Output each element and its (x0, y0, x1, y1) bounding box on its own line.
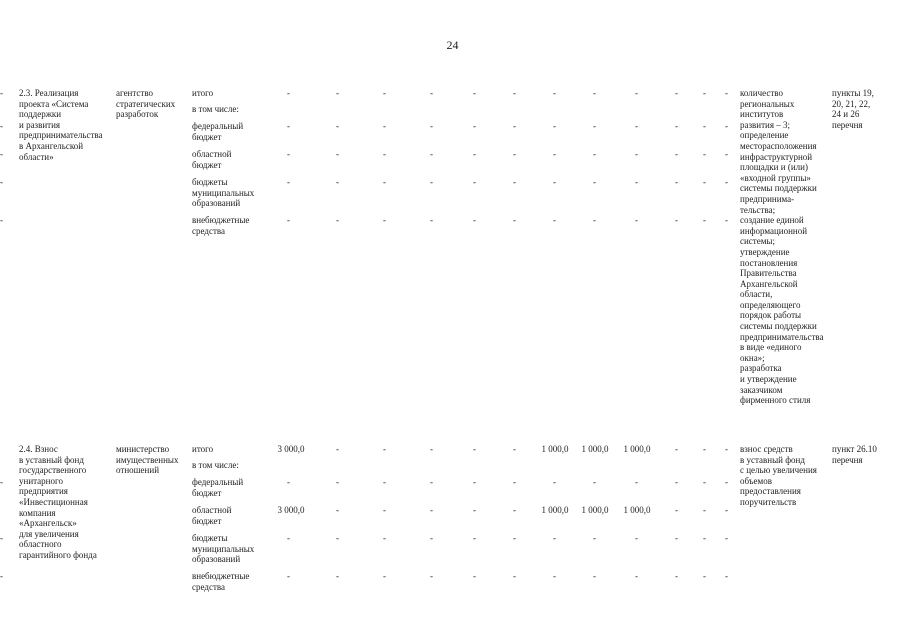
amount-dash: - (553, 177, 556, 187)
amount-dash: - (473, 533, 476, 543)
responsible-executor: министерство имущественных отношений (116, 444, 179, 476)
amount-dash: - (635, 533, 638, 543)
amount-dash: - (383, 215, 386, 225)
expected-result: количество региональных институтов развития – 3; определение месторасположения инфраструктурной площадки и (или) «входной группы» системы поддержки предпринима- тельства; создание единой информационной системы; утверждение постановления Правительства Архангельской области, определяющего порядок работы системы поддержки предпринимательства в виде «единого окна»; разработка и утверждение заказчиком фирменного стиля (740, 88, 824, 406)
amount-dash: - (703, 121, 706, 131)
amount-dash: - (473, 477, 476, 487)
funding-source: областной бюджет (192, 505, 232, 526)
funding-source: итого (192, 88, 214, 98)
amount-dash: - (703, 444, 706, 454)
amount-dash: - (383, 149, 386, 159)
amount-dash: - (675, 444, 678, 454)
amount-dash: - (725, 505, 728, 515)
amount-dash: - (473, 505, 476, 515)
amount-dash: - (430, 444, 433, 454)
amount-dash: - (703, 177, 706, 187)
amount-dash: - (0, 571, 3, 581)
amount-dash: - (513, 505, 516, 515)
amount-dash: - (430, 149, 433, 159)
amount-dash: - (336, 88, 339, 98)
amount-dash: - (725, 533, 728, 543)
amount-dash: - (0, 477, 3, 487)
amount-dash: - (593, 533, 596, 543)
amount-dash: - (383, 533, 386, 543)
amount-dash: - (336, 177, 339, 187)
amount-dash: - (675, 505, 678, 515)
amount-dash: - (725, 88, 728, 98)
amount-dash: - (725, 149, 728, 159)
amount-dash: - (725, 215, 728, 225)
amount-dash: - (675, 215, 678, 225)
amount-dash: - (675, 121, 678, 131)
amount-dash: - (635, 121, 638, 131)
amount-dash: - (0, 215, 3, 225)
amount-dash: - (675, 177, 678, 187)
amount-dash: - (553, 533, 556, 543)
amount-dash: - (553, 215, 556, 225)
amount-dash: - (287, 477, 290, 487)
amount-dash: - (336, 149, 339, 159)
amount-dash: - (553, 121, 556, 131)
amount-dash: - (473, 215, 476, 225)
amount-dash: - (336, 571, 339, 581)
funding-source: в том числе: (192, 104, 239, 114)
amount-dash: - (635, 149, 638, 159)
amount-dash: - (430, 88, 433, 98)
amount-value: 1 000,0 (581, 505, 609, 515)
amount-dash: - (430, 121, 433, 131)
amount-dash: - (430, 477, 433, 487)
amount-dash: - (513, 121, 516, 131)
funding-source: внебюджетные средства (192, 571, 250, 592)
amount-value: 3 000,0 (277, 505, 305, 515)
amount-dash: - (430, 177, 433, 187)
amount-dash: - (675, 533, 678, 543)
amount-dash: - (383, 177, 386, 187)
amount-dash: - (473, 149, 476, 159)
amount-dash: - (593, 149, 596, 159)
amount-dash: - (553, 477, 556, 487)
amount-dash: - (513, 149, 516, 159)
measure-name: 2.3. Реализация проекта «Система поддержки и развития предпринимательства в Архангельской области» (19, 88, 103, 162)
funding-source: федеральный бюджет (192, 477, 244, 498)
funding-source: федеральный бюджет (192, 121, 244, 142)
amount-value: 1 000,0 (623, 505, 651, 515)
amount-dash: - (473, 444, 476, 454)
amount-dash: - (473, 571, 476, 581)
amount-dash: - (0, 121, 3, 131)
amount-dash: - (0, 177, 3, 187)
amount-dash: - (635, 88, 638, 98)
amount-dash: - (513, 477, 516, 487)
amount-dash: - (287, 571, 290, 581)
amount-dash: - (336, 444, 339, 454)
amount-dash: - (430, 505, 433, 515)
amount-dash: - (703, 505, 706, 515)
amount-dash: - (593, 571, 596, 581)
amount-dash: - (725, 444, 728, 454)
amount-dash: - (287, 88, 290, 98)
funding-source: областной бюджет (192, 149, 232, 170)
amount-dash: - (593, 215, 596, 225)
amount-dash: - (0, 88, 3, 98)
funding-source: внебюджетные средства (192, 215, 250, 236)
funding-source: бюджеты муниципальных образований (192, 177, 255, 209)
amount-dash: - (675, 149, 678, 159)
amount-dash: - (430, 571, 433, 581)
amount-dash: - (513, 177, 516, 187)
amount-dash: - (675, 88, 678, 98)
amount-dash: - (593, 121, 596, 131)
amount-dash: - (383, 444, 386, 454)
amount-dash: - (287, 121, 290, 131)
amount-dash: - (703, 215, 706, 225)
amount-dash: - (513, 533, 516, 543)
amount-dash: - (553, 571, 556, 581)
amount-dash: - (513, 571, 516, 581)
amount-dash: - (703, 88, 706, 98)
amount-dash: - (725, 121, 728, 131)
amount-dash: - (336, 121, 339, 131)
amount-dash: - (336, 505, 339, 515)
funding-source: в том числе: (192, 460, 239, 470)
page-number: 24 (446, 38, 459, 52)
amount-dash: - (725, 177, 728, 187)
amount-dash: - (336, 215, 339, 225)
amount-value: 1 000,0 (541, 444, 569, 454)
amount-dash: - (675, 571, 678, 581)
amount-dash: - (336, 533, 339, 543)
amount-dash: - (725, 477, 728, 487)
amount-dash: - (513, 88, 516, 98)
amount-value: 1 000,0 (581, 444, 609, 454)
amount-dash: - (703, 533, 706, 543)
amount-dash: - (675, 477, 678, 487)
amount-dash: - (635, 477, 638, 487)
list-reference: пункты 19, 20, 21, 22, 24 и 26 перечня (832, 88, 874, 130)
amount-dash: - (383, 477, 386, 487)
amount-dash: - (553, 88, 556, 98)
amount-dash: - (473, 121, 476, 131)
amount-dash: - (513, 444, 516, 454)
amount-dash: - (383, 571, 386, 581)
amount-value: 1 000,0 (541, 505, 569, 515)
amount-dash: - (430, 215, 433, 225)
amount-dash: - (593, 88, 596, 98)
amount-dash: - (0, 533, 3, 543)
amount-dash: - (473, 88, 476, 98)
amount-dash: - (703, 477, 706, 487)
amount-dash: - (287, 149, 290, 159)
amount-value: 3 000,0 (277, 444, 305, 454)
amount-dash: - (430, 533, 433, 543)
funding-source: итого (192, 444, 214, 454)
amount-value: 1 000,0 (623, 444, 651, 454)
amount-dash: - (287, 215, 290, 225)
amount-dash: - (287, 533, 290, 543)
responsible-executor: агентство стратегических разработок (116, 88, 176, 120)
list-reference: пункт 26.10 перечня (832, 444, 877, 465)
measure-name: 2.4. Взнос в уставный фонд государственного унитарного предприятия «Инвестиционная компания «Архангельск» для увеличения областного гарантийного фонда (19, 444, 97, 560)
amount-dash: - (383, 505, 386, 515)
amount-dash: - (0, 149, 3, 159)
amount-dash: - (383, 121, 386, 131)
funding-source: бюджеты муниципальных образований (192, 533, 255, 565)
amount-dash: - (635, 215, 638, 225)
amount-dash: - (703, 149, 706, 159)
amount-dash: - (635, 571, 638, 581)
amount-dash: - (725, 571, 728, 581)
amount-dash: - (287, 177, 290, 187)
amount-dash: - (703, 571, 706, 581)
amount-dash: - (593, 177, 596, 187)
amount-dash: - (635, 177, 638, 187)
amount-dash: - (593, 477, 596, 487)
amount-dash: - (473, 177, 476, 187)
amount-dash: - (513, 215, 516, 225)
amount-dash: - (553, 149, 556, 159)
amount-dash: - (336, 477, 339, 487)
amount-dash: - (383, 88, 386, 98)
expected-result: взнос средств в уставный фонд с целью увеличения объемов предоставления поручительств (740, 444, 817, 507)
